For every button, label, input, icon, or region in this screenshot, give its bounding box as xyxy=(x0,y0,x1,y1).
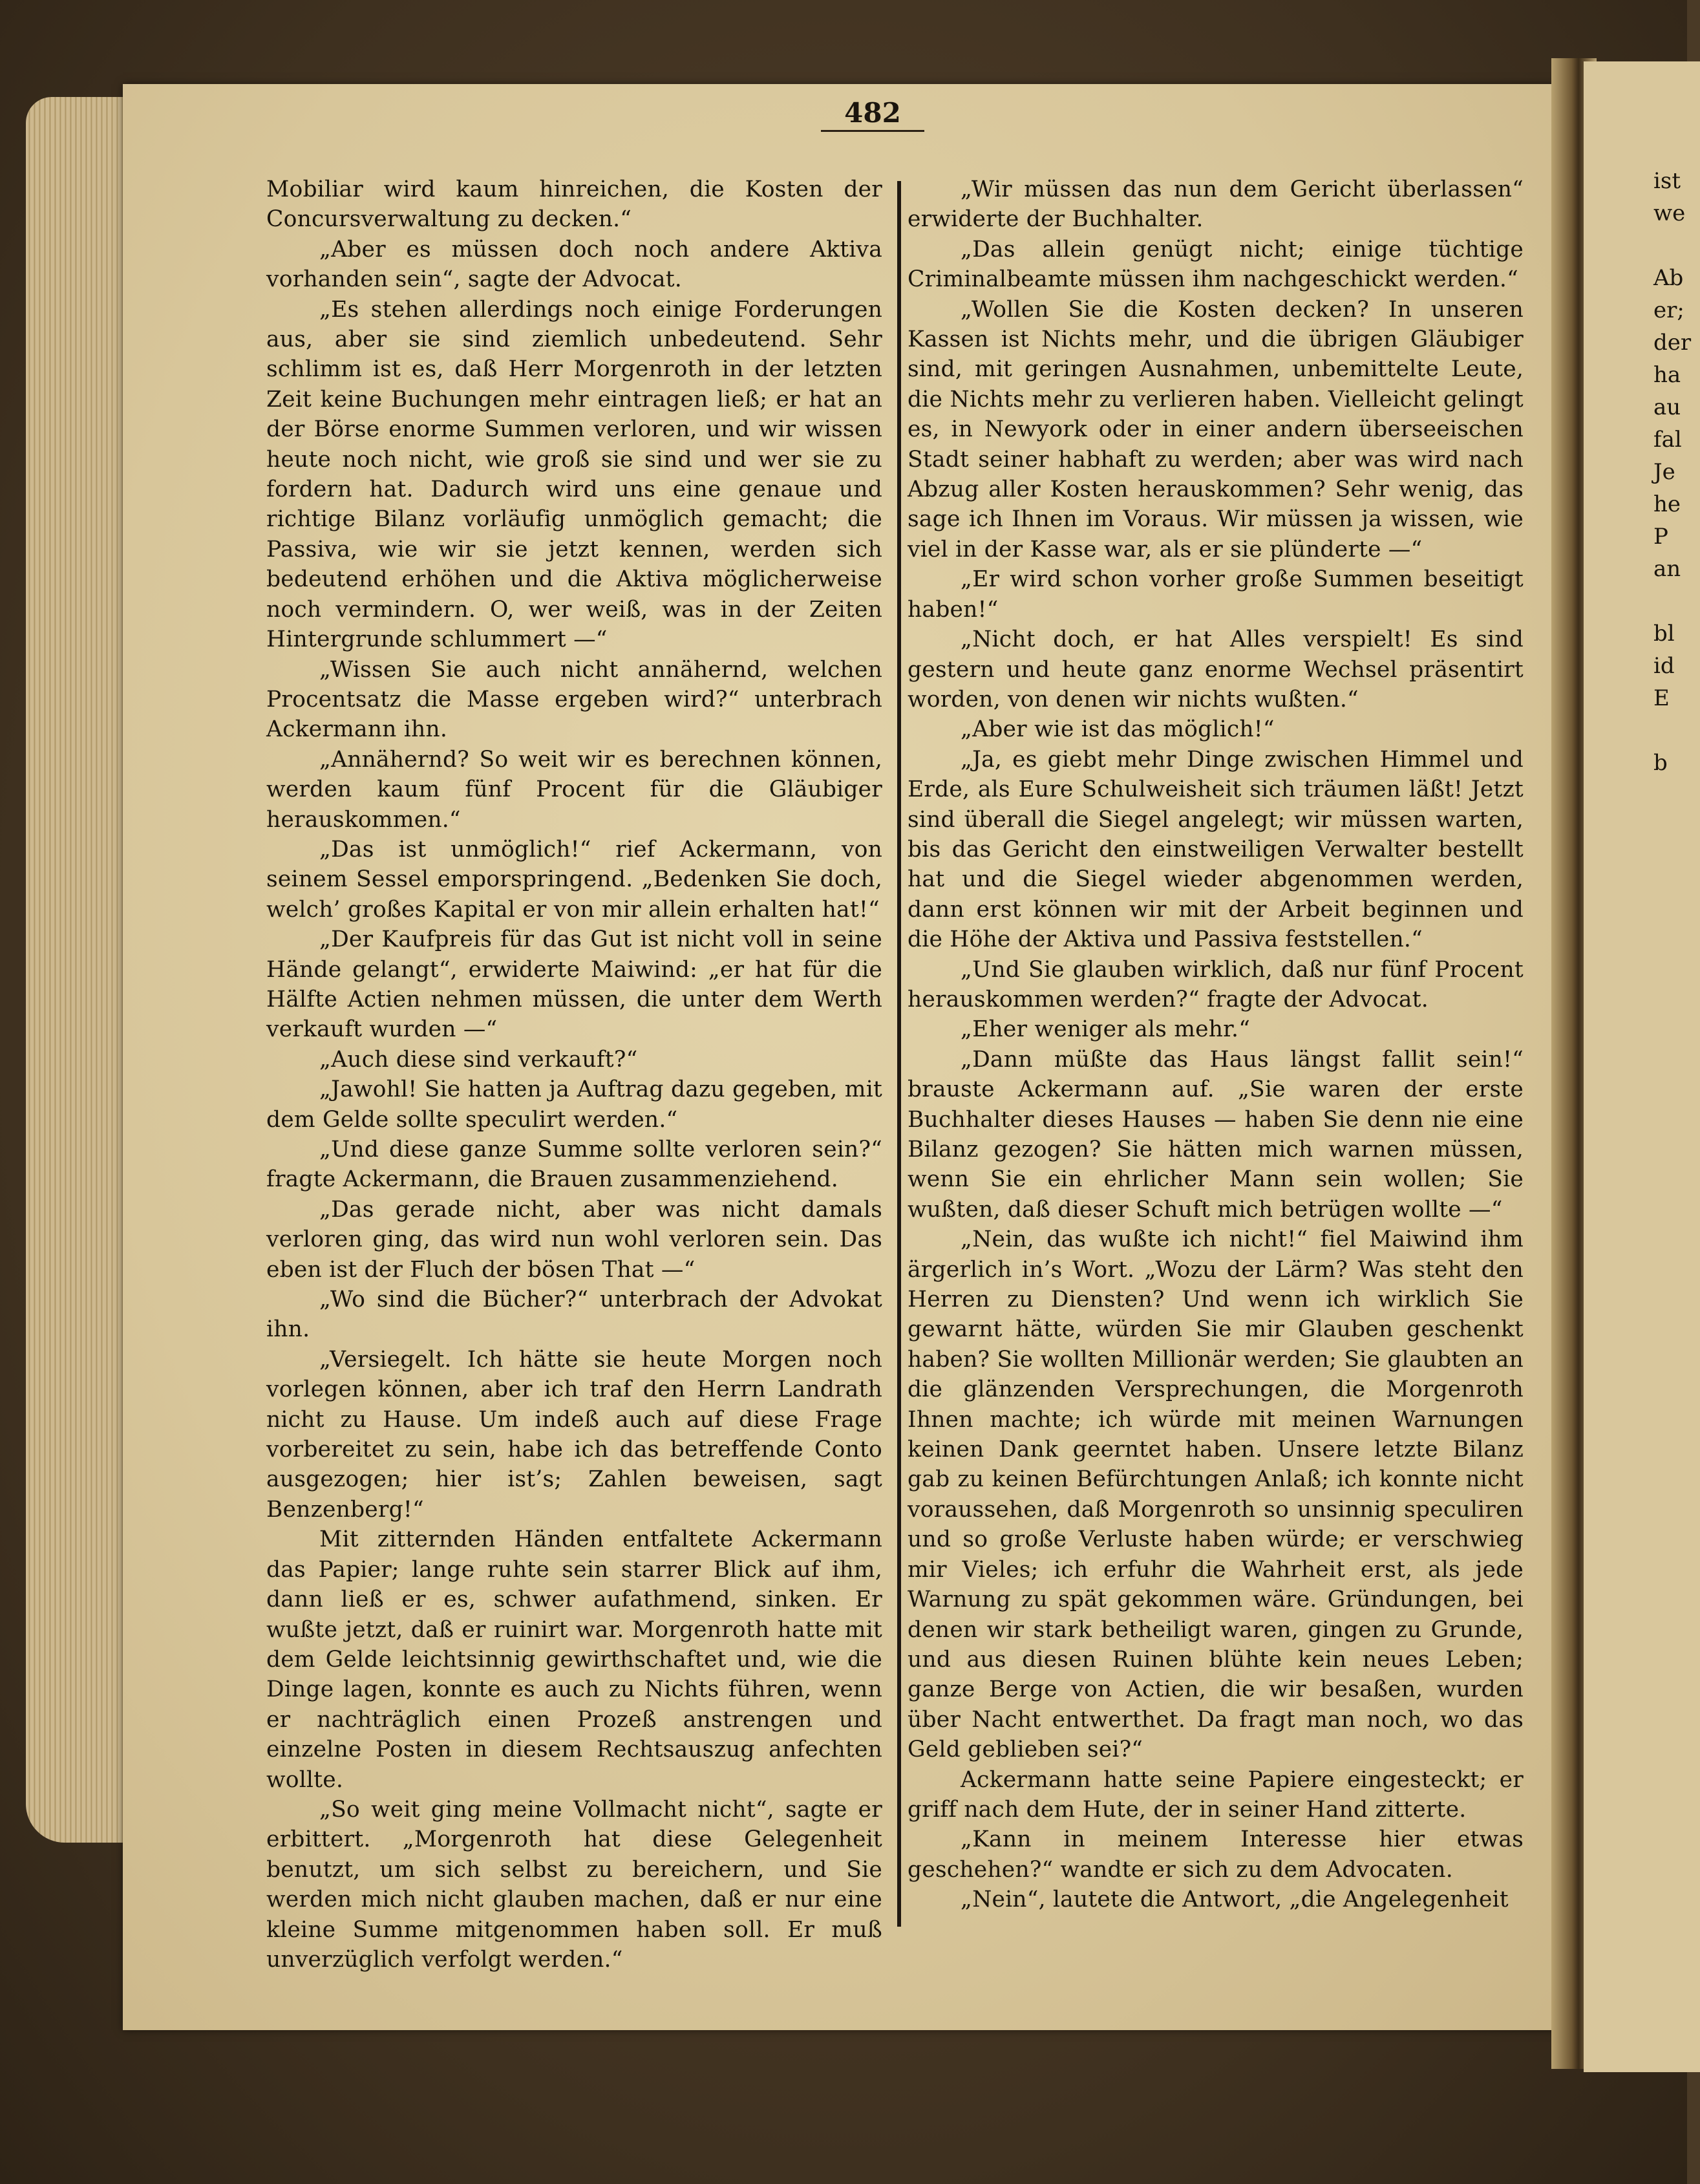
paragraph: „Kann in meinem Interesse hier etwas geschehen?“ wandte er sich zu dem Advocaten. xyxy=(908,1826,1524,1883)
paragraph: „Es stehen allerdings noch einige Forderungen aus, aber sie sind ziemlich unbedeutend. Sehr schlimm ist es, daß Herr Morgenroth in der letzten Zeit keine Buchungen mehr eintragen ließ; er hat an der Börse enorme Summen verloren, und wir wissen heute noch nicht, wie groß sie sind und wer sie zu fordern hat. Dadurch wird uns eine genaue und richtige Bilanz vorläufig unmöglich gemacht; die Passiva, wie wir sie jetzt kennen, werden sich bedeutend erhöhen und die Aktiva möglicherweise noch vermindern. O, wer weiß, was in der Zeiten Hintergrunde schlummert —“ xyxy=(266,296,882,653)
paragraph: „Das gerade nicht, aber was nicht damals verloren ging, das wird nun wohl verloren sein. Das eben ist der Fluch der bösen That —“ xyxy=(266,1196,882,1283)
paragraph: „So weit ging meine Vollmacht nicht“, sagte er erbittert. „Morgenroth hat diese Gelegenheit benutzt, um sich selbst zu bereichern, und Sie werden mich nicht glauben machen, daß er nur eine kleine Summe mitgenommen haben soll. Er muß unverzüglich verfolgt werden.“ xyxy=(266,1796,882,1973)
paragraph: „Jawohl! Sie hatten ja Auftrag dazu gegeben, mit dem Gelde sollte speculirt werden.“ xyxy=(266,1076,882,1133)
right-text-column xyxy=(908,175,1524,1915)
paragraph: Mobiliar wird kaum hinreichen, die Kosten der Concursverwaltung zu decken.“ xyxy=(266,177,882,233)
paragraph: „Wir müssen das nun dem Gericht überlassen“ erwiderte der Buchhalter. xyxy=(908,177,1524,233)
paragraph: „Aber es müssen doch noch andere Aktiva vorhanden sein“, sagte der Advocat. xyxy=(266,236,882,293)
paragraph: „Nein, das wußte ich nicht!“ fiel Maiwind ihm ärgerlich in’s Wort. „Wozu der Lärm? Was steht den Herren zu Diensten? Und wenn ich wirklich Sie gewarnt hätte, würden Sie mir Glauben geschenkt haben? Sie wollten Millionär werden; Sie glaubten an die glänzenden Versprechungen, die Morgenroth Ihnen machte; ich würde mit meinen Warnungen keinen Dank geerntet haben. Unsere letzte Bilanz gab zu keinen Befürchtungen Anlaß; ich konnte nicht voraussehen, daß Morgenroth so unsinnig speculiren und so große Verluste haben würde; er verschwieg mir Vieles; ich erfuhr die Wahrheit erst, als jede Warnung zu spät gekommen wäre. Gründungen, bei denen wir stark betheiligt waren, gingen zu Grunde, und aus diesen Ruinen blühte kein neues Leben; ganze Berge von Actien, die wir besaßen, wurden über Nacht entwerthet. Da fragt man noch, wo das Geld geblieben sei?“ xyxy=(908,1226,1524,1763)
facing-page-text-fragment: ist we Ab er; der ha au fal Je he P an bl id E b xyxy=(1653,168,1692,776)
paragraph: Mit zitternden Händen entfaltete Ackermann das Papier; lange ruhte sein starrer Blick auf ihm, dann ließ er es, schwer aufathmend, sinken. Er wußte jetzt, daß er ruinirt war. Morgenroth hatte mit dem Gelde leichtsinnig gewirthschaftet und, wie die Dinge lagen, konnte es auch zu Nichts führen, wenn er nachträglich einen Prozeß anstrengen und einzelne Posten in diesem Rechtsauszug anfechten wollte. xyxy=(266,1526,882,1793)
paragraph: „Dann müßte das Haus längst fallit sein!“ brauste Ackermann auf. „Sie waren der erste Buchhalter dieses Hauses — haben Sie denn nie eine Bilanz gezogen? Sie hätten mich warnen müssen, wenn Sie ein ehrlicher Mann sein wollen; Sie wußten, daß dieser Schuft mich betrügen wollte —“ xyxy=(908,1046,1524,1223)
paragraph: „Aber wie ist das möglich!“ xyxy=(961,716,1275,743)
page-number: 482 xyxy=(821,97,924,132)
paragraph: „Das ist unmöglich!“ rief Ackermann, von seinem Sessel emporspringend. „Bedenken Sie doch, welch’ großes Kapital er von mir allein erhalten hat!“ xyxy=(266,836,882,923)
paragraph: „Wissen Sie auch nicht annähernd, welchen Procentsatz die Masse ergeben wird?“ unterbrach Ackermann ihn. xyxy=(266,656,882,743)
column-divider xyxy=(897,181,901,1927)
paragraph: „Der Kaufpreis für das Gut ist nicht voll in seine Hände gelangt“, erwiderte Maiwind: „er hat für die Hälfte Actien nehmen müssen, die unter dem Werth verkauft wurden —“ xyxy=(266,926,882,1043)
paragraph: „Versiegelt. Ich hätte sie heute Morgen noch vorlegen können, aber ich traf den Herrn Landrath nicht zu Hause. Um indeß auch auf diese Frage vorbereitet zu sein, habe ich das betreffende Conto ausgezogen; hier ist’s; Zahlen beweisen, sagt Benzenberg!“ xyxy=(266,1346,882,1523)
paragraph: „Auch diese sind verkauft?“ xyxy=(319,1046,638,1073)
paragraph: „Er wird schon vorher große Summen beseitigt haben!“ xyxy=(908,566,1524,623)
paragraph: „Ja, es giebt mehr Dinge zwischen Himmel und Erde, als Eure Schulweisheit sich träumen läßt! Jetzt sind überall die Siegel angelegt; wir müssen warten, bis das Gericht den einstweiligen Verwalter bestellt hat und die Siegel wieder abgenommen werden, dann erst können wir mit der Arbeit beginnen und die Höhe der Aktiva und Passiva feststellen.“ xyxy=(908,746,1524,953)
paragraph: „Und Sie glauben wirklich, daß nur fünf Procent herauskommen werden?“ fragte der Advocat. xyxy=(908,956,1524,1012)
paragraph: Ackermann hatte seine Papiere eingesteckt; er griff nach dem Hute, der in seiner Hand zitterte. xyxy=(908,1766,1524,1823)
paragraph: „Annähernd? So weit wir es berechnen können, werden kaum fünf Procent für die Gläubiger herauskommen.“ xyxy=(266,746,882,833)
paragraph: „Eher weniger als mehr.“ xyxy=(961,1016,1251,1043)
paragraph: „Wo sind die Bücher?“ unterbrach der Advokat ihn. xyxy=(266,1287,882,1343)
paragraph: „Das allein genügt nicht; einige tüchtige Criminalbeamte müssen ihm nachgeschickt werden.“ xyxy=(908,236,1524,293)
paragraph: „Und diese ganze Summe sollte verloren sein?“ fragte Ackermann, die Brauen zusammenziehend. xyxy=(266,1137,882,1193)
left-text-column xyxy=(266,175,882,1975)
paragraph: „Nicht doch, er hat Alles verspielt! Es sind gestern und heute ganz enorme Wechsel präsentirt worden, von denen wir nichts wußten.“ xyxy=(908,626,1524,712)
paragraph: „Wollen Sie die Kosten decken? In unseren Kassen ist Nichts mehr, und die übrigen Gläubiger sind, mit geringen Ausnahmen, unbemittelte Leute, die Nichts mehr zu verlieren haben. Vielleicht gelingt es, in Newyork oder in einer andern überseeischen Stadt seiner habhaft zu werden; aber was wird nach Abzug aller Kosten herauskommen? Sehr wenig, das sage ich Ihnen im Voraus. Wir müssen ja wissen, wie viel in der Kasse war, als er sie plünderte —“ xyxy=(908,296,1524,562)
paragraph: „Nein“, lautete die Antwort, „die Angelegenheit xyxy=(961,1887,1509,1913)
